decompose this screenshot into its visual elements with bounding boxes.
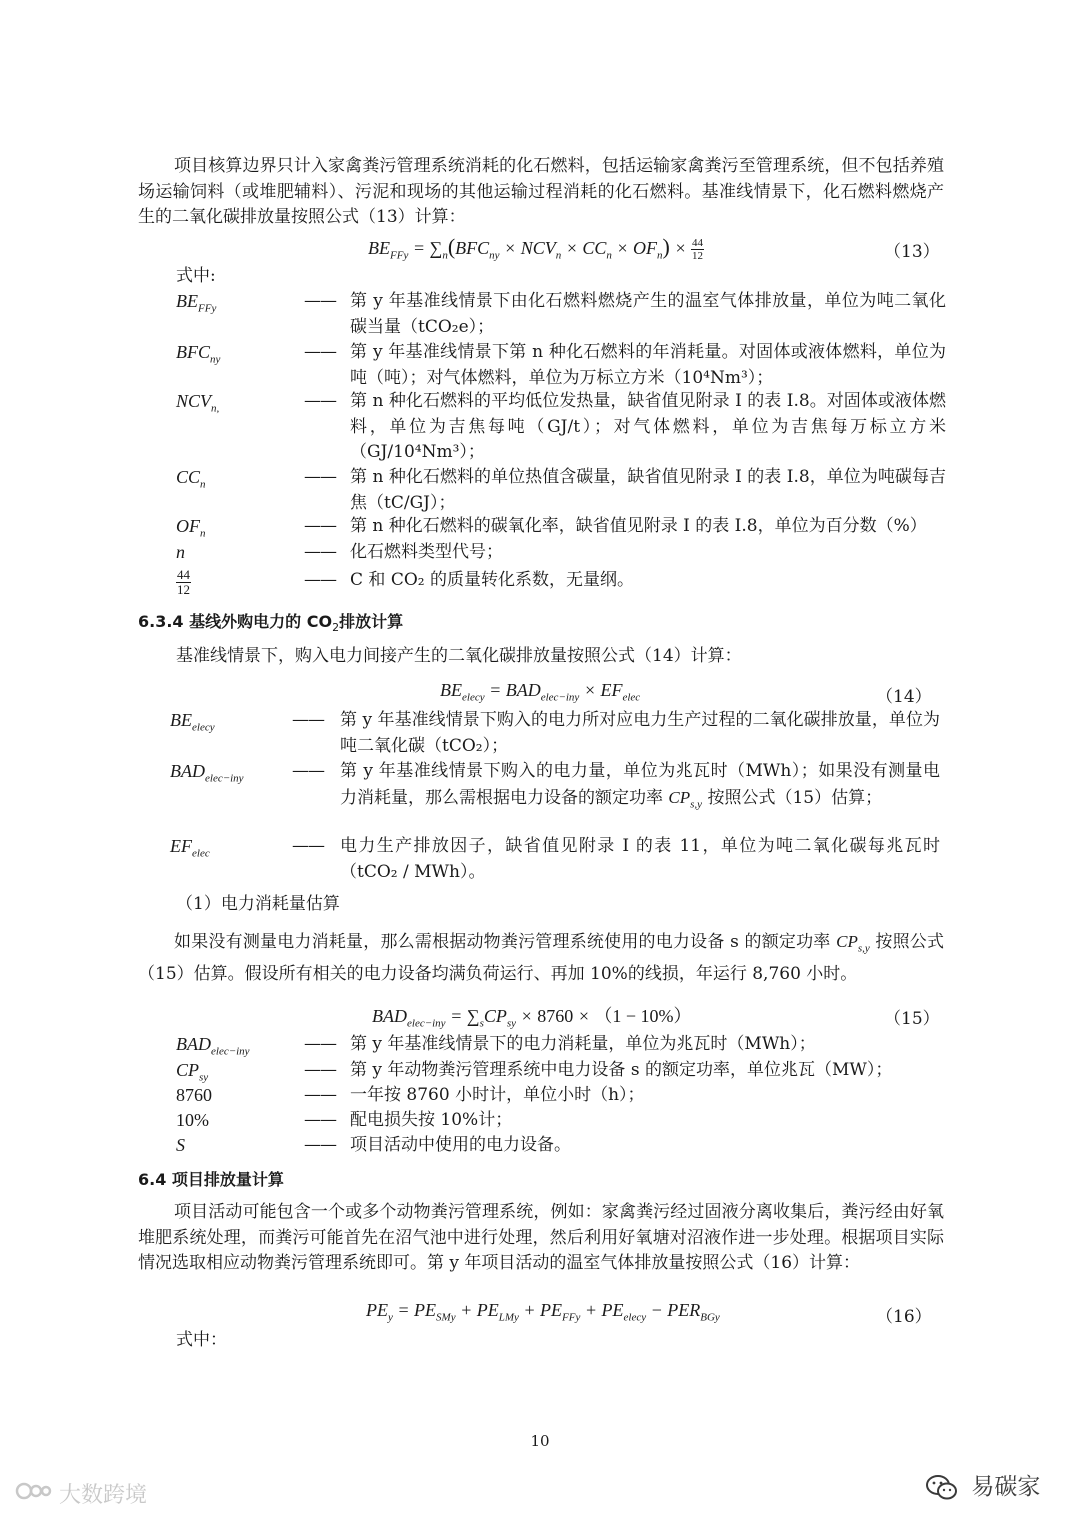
def-dash: —— — [304, 467, 336, 487]
def-text: 配电损失按 10%计； — [350, 1110, 513, 1130]
def-text: 第 y 年基准线情景下购入的电力所对应电力生产过程的二氧化碳排放量，单位为吨二氧化碳（tCO₂）； — [340, 710, 940, 756]
def-text: 第 y 年基准线情景下购入的电力量，单位为兆瓦时（MWh）；如果没有测量电力消耗量，那么需根据电力设备的额定功率 $CP_{s,y}$ 按照公式（15）估算； — [340, 761, 940, 810]
def-text: 第 y 年基准线情景下由化石燃料燃烧产生的温室气体排放量，单位为吨二氧化碳当量（tCO₂e）； — [350, 291, 946, 337]
def-symbol: S — [176, 1135, 185, 1155]
def-symbol: $CP_{sy}$ — [176, 1060, 209, 1084]
sec634-paragraph: 基准线情景下，购入电力间接产生的二氧化碳排放量按照公式（14）计算： — [176, 646, 742, 666]
watermark-right-text: 易碳家 — [971, 1474, 1041, 1500]
watermark-left-text: 大数跨境 — [59, 1483, 148, 1508]
subsection-1-title: （1）电力消耗量估算 — [176, 894, 340, 914]
def-bad-15 — [176, 1032, 946, 1058]
page-number: 10 — [530, 1432, 550, 1450]
def-dash: —— — [292, 710, 324, 730]
def-ncv-n — [176, 389, 946, 466]
def-text: 一年按 8760 小时计，单位小时（h）； — [350, 1085, 645, 1105]
def-text: 化石燃料类型代号； — [350, 542, 503, 562]
def-bad-elec-iny — [170, 759, 940, 817]
section-heading-6-3-4: 6.3.4 基线外购电力的 $CO_2$排放计算 — [138, 612, 404, 635]
equation-13: $BE_{FFy} = \sum_n(BFC_{ny} \times NCV_n \times CC_n \times OF_n)$ × $\frac{44}{12}$ — [368, 234, 703, 263]
wechat-icon — [926, 1474, 971, 1500]
def-be-ffy — [176, 289, 946, 340]
watermark-left — [14, 1478, 147, 1509]
def-s — [176, 1133, 946, 1159]
link-loop-icon — [14, 1483, 59, 1508]
def-text: 第 n 种化石燃料的单位热值含碳量，缺省值见附录 I 的表 I.8，单位为吨碳每吉焦（tC/GJ）； — [350, 467, 946, 513]
def-text: 第 y 年基准线情景下的电力消耗量，单位为兆瓦时（MWh）； — [350, 1034, 816, 1054]
def-symbol: $NCV_{n,}$ — [176, 391, 220, 415]
def-dash: —— — [304, 291, 336, 311]
equation-16: $PE_y = PE_{SMy} + PE_{LMy} + PE_{FFy} + PE_{elecy} - PER_{BGy}$ — [366, 1300, 720, 1324]
equation-16-number: （16） — [876, 1307, 932, 1327]
section-title: 项目排放量计算 — [171, 1170, 284, 1189]
fraction-44-12: $\frac{44}{12}$ — [692, 237, 703, 263]
def-dash: —— — [292, 836, 324, 856]
def-text: 项目活动中使用的电力设备。 — [350, 1135, 571, 1155]
def-text: 第 y 年动物粪污管理系统中电力设备 s 的额定功率，单位兆瓦（MW）； — [350, 1060, 893, 1080]
def-be-elecy — [170, 708, 940, 759]
subsection-1-paragraph: 如果没有测量电力消耗量，那么需根据动物粪污管理系统使用的电力设备 s 的额定功率 $CP_{s,y}$ 按照公式（15）估算。假设所有相关的电力设备均满负荷运行、再加 10%的线损，年运行 8,760 小时。 — [138, 932, 945, 984]
def-dash: —— — [292, 761, 324, 781]
def-cp-sy — [176, 1058, 946, 1084]
def-8760 — [176, 1083, 946, 1109]
def-symbol — [176, 568, 191, 597]
where-label-1: 式中: — [176, 266, 216, 286]
def-symbol: $BFC_{ny}$ — [176, 342, 221, 366]
sec64-paragraph: 项目活动可能包含一个或多个动物粪污管理系统，例如：家禽粪污经过固液分离收集后，粪污经由好氧堆肥系统处理，而粪污可能首先在沼气池中进行处理，然后利用好氧塘对沼液作进一步处理。根据项目实际情况选取相应动物粪污管理系统即可。第 y 年项目活动的温室气体排放量按照公式（16）计算： — [138, 1202, 944, 1273]
def-symbol: $EF_{elec}$ — [170, 836, 210, 860]
def-symbol: 8760 — [176, 1085, 212, 1105]
def-dash: —— — [304, 1135, 336, 1155]
def-text: 电力生产排放因子，缺省值见附录 I 的表 11，单位为吨二氧化碳每兆瓦时（tCO₂ / MWh）。 — [340, 836, 940, 882]
def-cc-n — [176, 465, 946, 516]
intro-paragraph: 项目核算边界只计入家禽粪污管理系统消耗的化石燃料，包括运输家禽粪污至管理系统，但不包括养殖场运输饲料（或堆肥辅料）、污泥和现场的其他运输过程消耗的化石燃料。基准线情景下，化石燃料燃烧产生的二氧化碳排放量按照公式（13）计算： — [138, 156, 944, 227]
equation-15: $BAD_{elec-iny} = \sum_sCP_{sy} \times 8760 \times (1 - 10\%)$ — [372, 1006, 692, 1030]
def-symbol: $BE_{elecy}$ — [170, 710, 215, 734]
def-text: 第 n 种化石燃料的碳氧化率，缺省值见附录 I 的表 I.8，单位为百分数（%） — [350, 516, 927, 536]
def-symbol: $OF_n$ — [176, 516, 206, 540]
def-dash: —— — [304, 516, 336, 536]
def-10-percent — [176, 1108, 946, 1134]
equation-13-number: （13） — [884, 242, 940, 262]
equation-14: $BE_{elecy} = BAD_{elec-iny} \times EF_{elec}$ — [440, 680, 641, 704]
fraction-44-12-def: $\frac{44}{12}$ — [177, 567, 190, 597]
def-text: C 和 CO₂ 的质量转化系数，无量纲。 — [350, 570, 634, 590]
def-dash: —— — [304, 542, 336, 562]
where-label-2: 式中： — [176, 1330, 227, 1350]
section-number: 6.3.4 — [138, 612, 184, 631]
def-of-n — [176, 514, 946, 540]
def-text: 第 y 年基准线情景下第 n 种化石燃料的年消耗量。对固体或液体燃料，单位为吨（吨）；对气体燃料，单位为万标立方米（10⁴Nm³）； — [350, 342, 946, 388]
def-n — [176, 540, 946, 566]
section-heading-6-4 — [138, 1167, 284, 1190]
def-fraction — [176, 567, 946, 597]
def-symbol: $CC_n$ — [176, 467, 206, 491]
section-title-a: 基线外购电力的 CO — [189, 612, 333, 631]
def-dash: —— — [304, 570, 336, 590]
def-symbol: 10% — [176, 1110, 209, 1130]
def-symbol: $BAD_{elec-iny}$ — [170, 761, 244, 785]
def-symbol: n — [176, 542, 185, 562]
def-bfc-ny — [176, 340, 946, 391]
equation-14-number: （14） — [876, 687, 932, 707]
def-symbol: $BAD_{elec-iny}$ — [176, 1034, 250, 1058]
watermark-right — [926, 1468, 1040, 1502]
def-dash: —— — [304, 342, 336, 362]
def-text: 第 n 种化石燃料的平均低位发热量，缺省值见附录 I 的表 I.8。对固体或液体燃料，单位为吉焦每吨（GJ/t）；对气体燃料，单位为吉焦每万标立方米（GJ/10⁴Nm³）； — [350, 391, 946, 462]
def-symbol: $BE_{FFy}$ — [176, 291, 217, 315]
def-dash: —— — [304, 1034, 336, 1054]
def-dash: —— — [304, 1085, 336, 1105]
def-ef-elec — [170, 834, 940, 885]
equation-15-number: （15） — [884, 1009, 940, 1029]
section-number: 6.4 — [138, 1170, 167, 1189]
section-title-b: 排放计算 — [339, 612, 404, 631]
def-dash: —— — [304, 391, 336, 411]
def-dash: —— — [304, 1060, 336, 1080]
def-dash: —— — [304, 1110, 336, 1130]
